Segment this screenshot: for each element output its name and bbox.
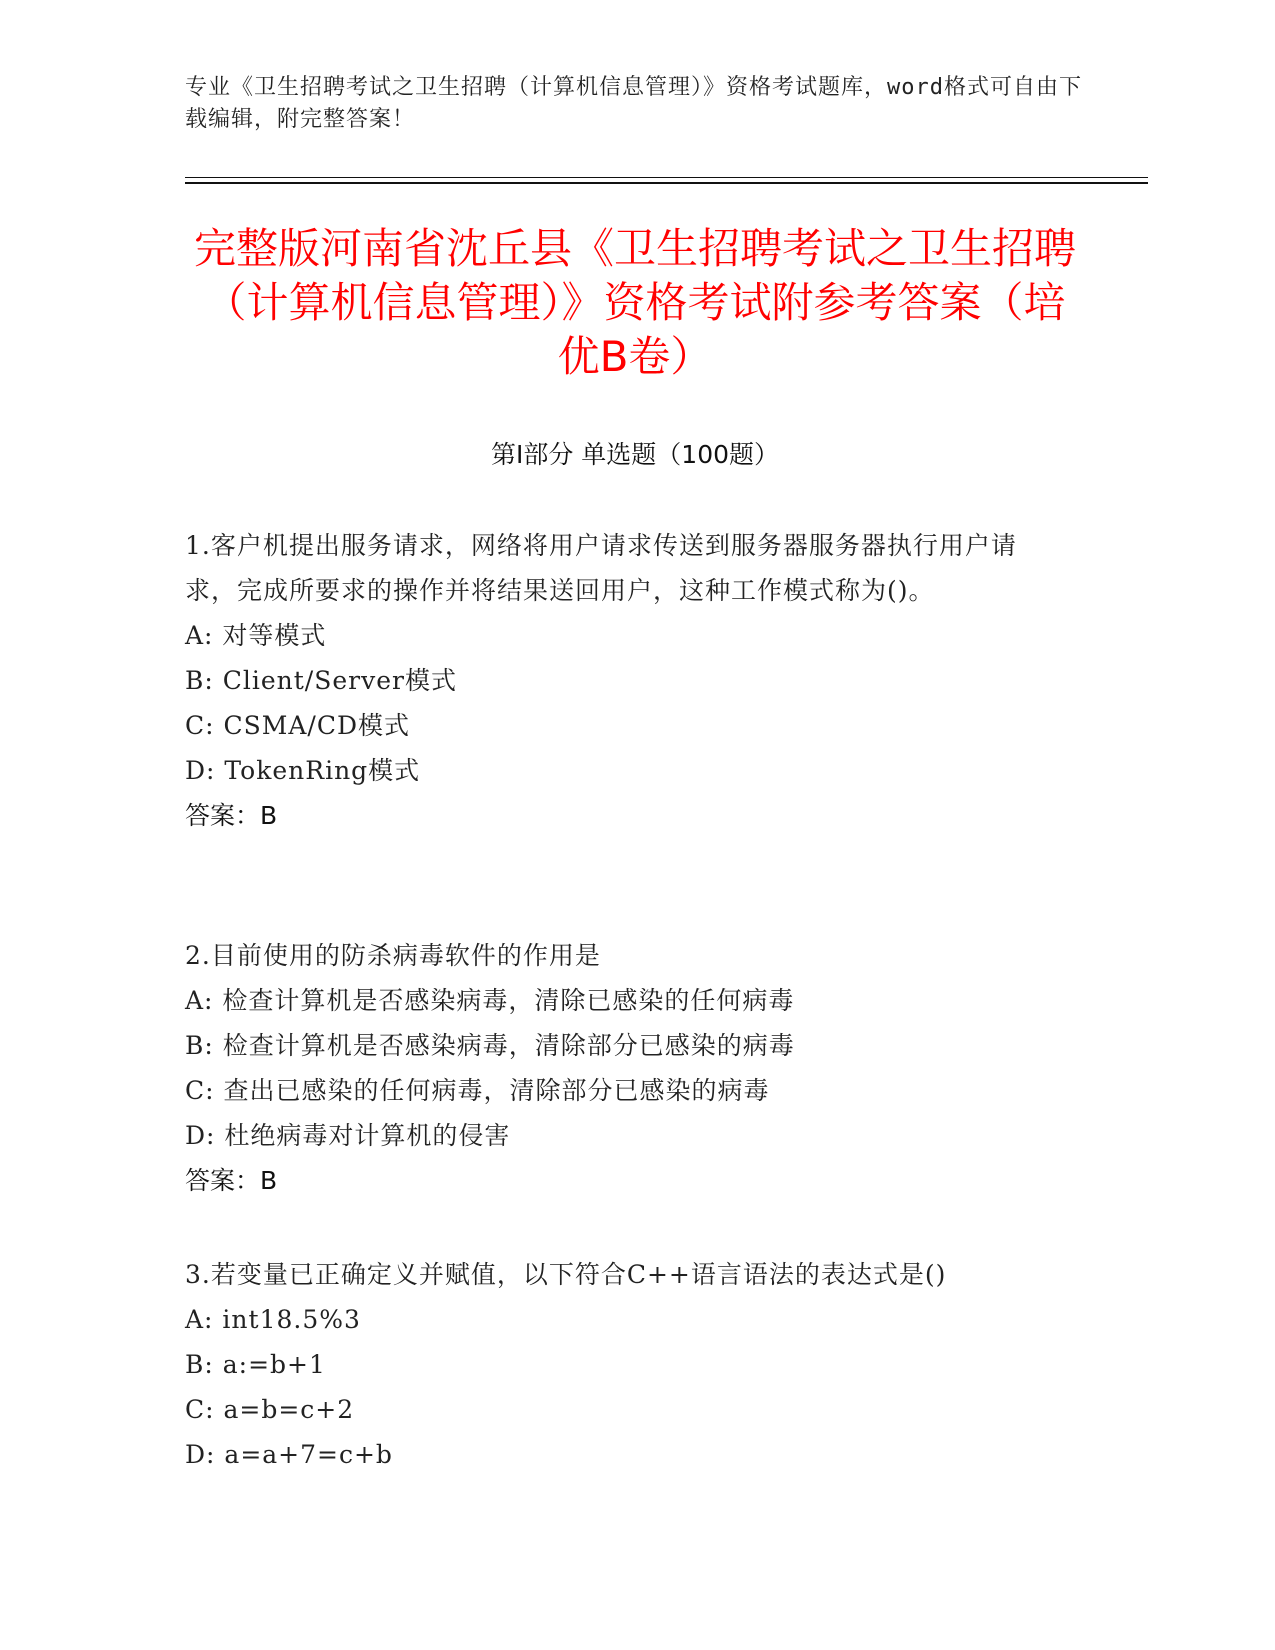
- option-c: C: CSMA/CD模式: [185, 711, 411, 740]
- question-2: [185, 933, 1065, 1203]
- option-c: C: a=b=c+2: [185, 1395, 355, 1424]
- answer-text: 答案：B: [185, 1166, 278, 1195]
- intro-text: 专业《卫生招聘考试之卫生招聘（计算机信息管理）》资格考试题库，word格式可自由下载编辑，附完整答案！: [185, 75, 1082, 132]
- option-a: A: int18.5%3: [185, 1305, 361, 1334]
- question-text: 3.若变量已正确定义并赋值，以下符合C++语言语法的表达式是(): [185, 1260, 947, 1289]
- question-3: [185, 1252, 1065, 1477]
- section-title: 第I部分 单选题（100题）: [490, 440, 780, 469]
- question-text: 1.客户机提出服务请求，网络将用户请求传送到服务器服务器执行用户请求，完成所要求的操作并将结果送回用户，这种工作模式称为()。: [185, 531, 1017, 605]
- header-divider-thin: [185, 177, 1148, 178]
- option-d: D: 杜绝病毒对计算机的侵害: [185, 1121, 511, 1150]
- option-a: A: 对等模式: [185, 621, 327, 650]
- question-text: 2.目前使用的防杀病毒软件的作用是: [185, 941, 601, 970]
- answer-text: 答案：B: [185, 801, 278, 830]
- option-a: A: 检查计算机是否感染病毒，清除已感染的任何病毒: [185, 986, 795, 1015]
- option-b: B: Client/Server模式: [185, 666, 457, 695]
- option-d: D: a=a+7=c+b: [185, 1440, 393, 1469]
- option-b: B: a:=b+1: [185, 1350, 326, 1379]
- option-b: B: 检查计算机是否感染病毒，清除部分已感染的病毒: [185, 1031, 795, 1060]
- option-d: D: TokenRing模式: [185, 756, 421, 785]
- option-c: C: 查出已感染的任何病毒，清除部分已感染的病毒: [185, 1076, 770, 1105]
- header-divider-thick: [185, 182, 1148, 184]
- document-title: 完整版河南省沈丘县《卫生招聘考试之卫生招聘（计算机信息管理）》资格考试附参考答案（培优B卷）: [193, 224, 1076, 381]
- question-1: [185, 523, 1065, 838]
